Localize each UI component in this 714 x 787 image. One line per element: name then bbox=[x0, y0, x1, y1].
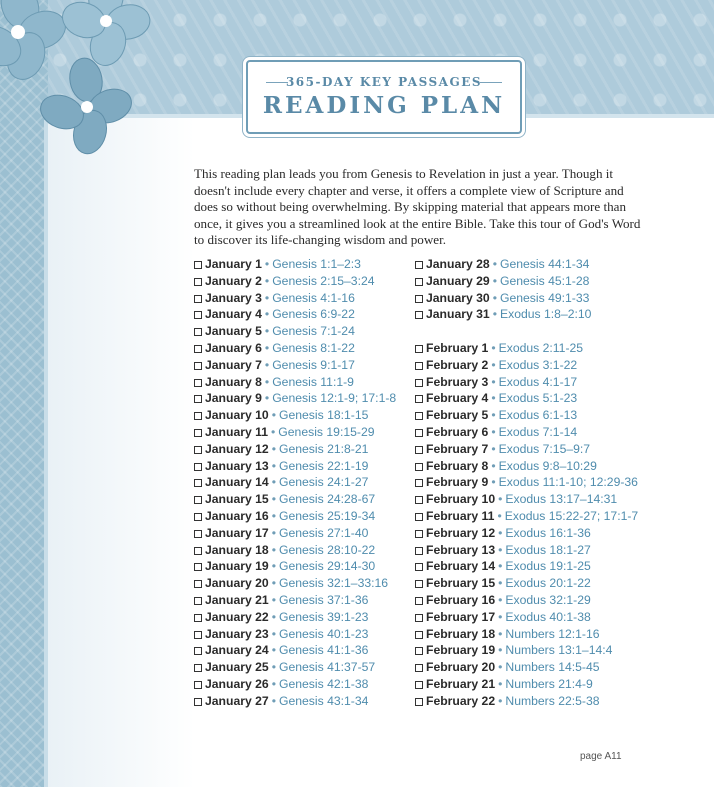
separator-dot: • bbox=[491, 458, 496, 473]
separator-dot: • bbox=[271, 525, 276, 540]
entry-passage: Genesis 2:15–3:24 bbox=[272, 273, 375, 288]
entry-passage: Numbers 12:1-16 bbox=[505, 626, 600, 641]
entry-passage: Exodus 15:22-27; 17:1-7 bbox=[504, 509, 639, 523]
separator-dot: • bbox=[498, 525, 503, 540]
entry-passage: Exodus 6:1-13 bbox=[498, 408, 578, 423]
checkbox[interactable] bbox=[415, 295, 423, 303]
entry-passage: Numbers 22:5-38 bbox=[505, 693, 600, 708]
checkbox[interactable] bbox=[415, 530, 423, 538]
entry-passage: Exodus 2:11-25 bbox=[498, 341, 584, 355]
separator-dot: • bbox=[498, 660, 503, 675]
reading-entry bbox=[194, 441, 368, 457]
checkbox[interactable] bbox=[415, 647, 423, 655]
separator-dot: • bbox=[264, 391, 270, 406]
checkbox[interactable] bbox=[415, 395, 423, 403]
checkbox[interactable] bbox=[415, 429, 423, 437]
checkbox[interactable] bbox=[194, 681, 202, 689]
entry-passage: Genesis 28:10-22 bbox=[278, 542, 376, 557]
entry-passage: Exodus 19:1-25 bbox=[505, 559, 591, 574]
entry-date: February 18 bbox=[426, 626, 496, 641]
reading-entry bbox=[415, 525, 591, 541]
entry-date: January 2 bbox=[205, 273, 262, 288]
entry-passage: Genesis 39:1-23 bbox=[278, 609, 369, 624]
checkbox[interactable] bbox=[194, 261, 202, 269]
checkbox[interactable] bbox=[194, 295, 202, 303]
checkbox[interactable] bbox=[415, 345, 423, 353]
entry-date: January 4 bbox=[205, 307, 262, 322]
entry-date: February 17 bbox=[426, 609, 496, 624]
entry-date: February 10 bbox=[426, 492, 496, 507]
entry-date: January 22 bbox=[205, 609, 269, 624]
entry-date: February 16 bbox=[426, 593, 496, 607]
entry-passage: Genesis 29:14-30 bbox=[278, 559, 376, 574]
separator-dot: • bbox=[492, 273, 497, 288]
entry-date: January 23 bbox=[205, 626, 269, 641]
separator-dot: • bbox=[491, 441, 496, 456]
separator-dot: • bbox=[498, 693, 503, 708]
checkbox[interactable] bbox=[415, 496, 423, 504]
entry-date: January 10 bbox=[205, 408, 269, 423]
checkbox[interactable] bbox=[415, 563, 423, 571]
entry-date: February 1 bbox=[426, 341, 489, 355]
checkbox[interactable] bbox=[194, 395, 202, 403]
entry-date: January 27 bbox=[205, 693, 269, 708]
entry-passage: Exodus 9:8–10:29 bbox=[498, 458, 597, 473]
entry-date: February 13 bbox=[426, 542, 496, 557]
entry-passage: Genesis 25:19-34 bbox=[278, 509, 376, 523]
reading-entry bbox=[415, 558, 591, 574]
separator-dot: • bbox=[498, 576, 503, 591]
separator-dot: • bbox=[498, 626, 503, 641]
checkbox[interactable] bbox=[415, 412, 423, 420]
entry-date: January 3 bbox=[205, 290, 262, 305]
reading-entry bbox=[194, 609, 368, 625]
reading-entry bbox=[415, 424, 577, 440]
flower-decoration bbox=[0, 0, 160, 163]
reading-entry bbox=[194, 558, 375, 574]
separator-dot: • bbox=[498, 492, 503, 507]
checkbox[interactable] bbox=[194, 614, 202, 622]
entry-date: January 11 bbox=[205, 425, 269, 439]
entry-passage: Genesis 22:1-19 bbox=[278, 458, 369, 473]
separator-dot: • bbox=[271, 408, 276, 423]
reading-entry bbox=[415, 609, 591, 625]
separator-dot: • bbox=[264, 307, 270, 322]
entry-date: January 7 bbox=[205, 357, 262, 372]
reading-entry bbox=[194, 424, 375, 440]
separator-dot: • bbox=[271, 425, 276, 439]
checkbox[interactable] bbox=[194, 479, 202, 487]
reading-entry bbox=[194, 256, 361, 272]
separator-dot: • bbox=[271, 441, 276, 456]
entry-date: January 17 bbox=[205, 525, 269, 540]
reading-entry bbox=[415, 390, 577, 406]
separator-dot: • bbox=[271, 593, 276, 607]
separator-dot: • bbox=[271, 492, 276, 507]
entry-passage: Genesis 40:1-23 bbox=[278, 626, 369, 641]
separator-dot: • bbox=[491, 475, 496, 490]
checkbox[interactable] bbox=[194, 580, 202, 588]
entry-date: February 19 bbox=[426, 643, 496, 658]
entry-date: February 8 bbox=[426, 458, 489, 473]
entry-passage: Exodus 20:1-22 bbox=[505, 576, 591, 591]
checkbox[interactable] bbox=[194, 647, 202, 655]
reading-entry bbox=[415, 441, 590, 457]
reading-entry bbox=[194, 542, 375, 558]
reading-entry bbox=[415, 642, 612, 658]
entry-passage: Genesis 1:1–2:3 bbox=[272, 257, 361, 271]
checkbox[interactable] bbox=[415, 513, 423, 521]
entry-date: February 11 bbox=[426, 509, 495, 523]
entry-passage: Genesis 44:1-34 bbox=[499, 257, 590, 271]
reading-entry bbox=[194, 508, 375, 524]
entry-passage: Exodus 4:1-17 bbox=[498, 374, 578, 389]
entry-date: January 20 bbox=[205, 576, 269, 591]
reading-entry bbox=[194, 323, 355, 339]
checkbox[interactable] bbox=[194, 530, 202, 538]
reading-entry bbox=[194, 357, 355, 373]
separator-dot: • bbox=[264, 374, 270, 389]
separator-dot: • bbox=[271, 693, 276, 708]
checkbox[interactable] bbox=[194, 278, 202, 286]
entry-date: January 25 bbox=[205, 660, 269, 675]
entry-passage: Genesis 12:1-9; 17:1-8 bbox=[272, 391, 397, 406]
entry-passage: Genesis 32:1–33:16 bbox=[278, 576, 389, 591]
intro-paragraph: This reading plan leads you from Genesis to Revelation in just a year. Though it doesn't include every chapter and verse, it offers a complete view of Scripture and does so without being overwhelming. By skipping material that appears more than once, it gives you a streamlined look at the entire Bible. Take this tour of God's Word to discover its life-changing wisdom and power. bbox=[194, 166, 641, 248]
entry-date: January 19 bbox=[205, 559, 269, 574]
reading-entry bbox=[415, 542, 591, 558]
separator-dot: • bbox=[271, 559, 276, 574]
entry-date: January 6 bbox=[205, 341, 262, 355]
checkbox[interactable] bbox=[194, 547, 202, 555]
reading-entry bbox=[194, 642, 368, 658]
reading-entry bbox=[194, 575, 388, 591]
entry-passage: Genesis 41:1-36 bbox=[278, 643, 369, 658]
checkbox[interactable] bbox=[415, 547, 423, 555]
reading-entry bbox=[415, 458, 597, 474]
separator-dot: • bbox=[264, 290, 270, 305]
reading-entry bbox=[194, 592, 368, 608]
entry-passage: Genesis 6:9-22 bbox=[272, 307, 355, 322]
separator-dot: • bbox=[491, 374, 496, 389]
entry-date: January 18 bbox=[205, 542, 269, 557]
left-border-edge bbox=[44, 120, 48, 787]
entry-passage: Exodus 13:17–14:31 bbox=[505, 492, 618, 507]
separator-dot: • bbox=[264, 357, 270, 372]
reading-entry bbox=[194, 290, 355, 306]
checkbox[interactable] bbox=[415, 278, 423, 286]
checkbox[interactable] bbox=[194, 463, 202, 471]
entry-passage: Genesis 49:1-33 bbox=[499, 290, 590, 305]
reading-entry bbox=[415, 407, 577, 423]
checkbox[interactable] bbox=[194, 631, 202, 639]
reading-entry bbox=[415, 290, 589, 306]
checkbox[interactable] bbox=[415, 261, 423, 269]
separator-dot: • bbox=[271, 643, 276, 658]
reading-entry bbox=[415, 374, 577, 390]
separator-dot: • bbox=[492, 307, 497, 322]
separator-dot: • bbox=[491, 425, 496, 439]
checkbox[interactable] bbox=[194, 345, 202, 353]
entry-date: January 9 bbox=[205, 391, 262, 406]
entry-passage: Genesis 11:1-9 bbox=[272, 374, 354, 389]
entry-passage: Exodus 32:1-29 bbox=[505, 593, 591, 607]
separator-dot: • bbox=[271, 542, 276, 557]
checkbox[interactable] bbox=[194, 664, 202, 672]
separator-dot: • bbox=[498, 643, 503, 658]
page-subtitle: 365-DAY KEY PASSAGES bbox=[285, 75, 483, 89]
reading-entry bbox=[194, 407, 368, 423]
entry-date: January 31 bbox=[426, 307, 490, 322]
entry-date: February 5 bbox=[426, 408, 489, 423]
checkbox[interactable] bbox=[415, 597, 423, 605]
entry-passage: Numbers 14:5-45 bbox=[505, 660, 600, 675]
page-number: page A11 bbox=[580, 751, 622, 762]
checkbox[interactable] bbox=[415, 463, 423, 471]
entry-date: January 30 bbox=[426, 290, 490, 305]
separator-dot: • bbox=[271, 626, 276, 641]
checkbox[interactable] bbox=[194, 412, 202, 420]
reading-entry bbox=[415, 575, 591, 591]
reading-entry bbox=[194, 626, 368, 642]
checkbox[interactable] bbox=[194, 698, 202, 706]
separator-dot: • bbox=[271, 609, 276, 624]
entry-passage: Genesis 43:1-34 bbox=[278, 693, 369, 708]
reading-entry bbox=[415, 626, 600, 642]
separator-dot: • bbox=[271, 509, 276, 523]
separator-dot: • bbox=[491, 408, 496, 423]
checkbox[interactable] bbox=[194, 496, 202, 504]
entry-passage: Exodus 11:1-10; 12:29-36 bbox=[498, 475, 638, 490]
checkbox[interactable] bbox=[415, 311, 423, 319]
entry-date: February 6 bbox=[426, 425, 489, 439]
entry-passage: Genesis 7:1-24 bbox=[272, 324, 355, 339]
separator-dot: • bbox=[491, 391, 496, 406]
checkbox[interactable] bbox=[415, 479, 423, 487]
separator-dot: • bbox=[271, 677, 276, 691]
reading-entry bbox=[194, 390, 396, 406]
reading-entry bbox=[194, 676, 368, 692]
reading-entry bbox=[415, 659, 600, 675]
reading-entry bbox=[194, 306, 355, 322]
entry-date: January 29 bbox=[426, 273, 490, 288]
checkbox[interactable] bbox=[194, 446, 202, 454]
entry-passage: Exodus 16:1-36 bbox=[505, 525, 591, 540]
entry-passage: Genesis 8:1-22 bbox=[272, 341, 355, 355]
reading-entry bbox=[415, 676, 593, 692]
entry-passage: Genesis 45:1-28 bbox=[499, 273, 590, 288]
reading-entry bbox=[194, 273, 375, 289]
checkbox[interactable] bbox=[194, 429, 202, 437]
reading-entry bbox=[194, 458, 368, 474]
entry-passage: Exodus 1:8–2:10 bbox=[499, 307, 592, 322]
entry-date: January 15 bbox=[205, 492, 269, 507]
entry-passage: Genesis 4:1-16 bbox=[272, 290, 355, 305]
reading-entry bbox=[415, 273, 589, 289]
reading-entry bbox=[415, 491, 617, 507]
entry-passage: Genesis 24:1-27 bbox=[278, 475, 369, 490]
separator-dot: • bbox=[498, 593, 503, 607]
reading-entry bbox=[415, 693, 600, 709]
entry-date: February 3 bbox=[426, 374, 489, 389]
entry-passage: Exodus 3:1-22 bbox=[498, 357, 578, 372]
entry-date: February 14 bbox=[426, 559, 496, 574]
separator-dot: • bbox=[497, 509, 502, 523]
reading-entry bbox=[415, 256, 589, 272]
checkbox[interactable] bbox=[194, 513, 202, 521]
reading-entry bbox=[194, 340, 355, 356]
reading-entry bbox=[415, 340, 583, 356]
title-plaque bbox=[246, 60, 522, 134]
entry-date: February 21 bbox=[426, 677, 496, 691]
entry-date: January 16 bbox=[205, 509, 269, 523]
separator-dot: • bbox=[271, 576, 276, 591]
entry-date: January 21 bbox=[205, 593, 269, 607]
entry-date: January 28 bbox=[426, 257, 490, 271]
checkbox[interactable] bbox=[194, 362, 202, 370]
entry-date: February 4 bbox=[426, 391, 489, 406]
entry-date: January 13 bbox=[205, 458, 269, 473]
entry-passage: Exodus 7:1-14 bbox=[498, 425, 578, 439]
separator-dot: • bbox=[264, 324, 270, 339]
checkbox[interactable] bbox=[415, 362, 423, 370]
checkbox[interactable] bbox=[194, 563, 202, 571]
entry-passage: Exodus 5:1-23 bbox=[498, 391, 578, 406]
entry-date: January 12 bbox=[205, 441, 269, 456]
separator-dot: • bbox=[264, 273, 270, 288]
separator-dot: • bbox=[492, 290, 497, 305]
entry-passage: Numbers 13:1–14:4 bbox=[505, 643, 613, 658]
entry-passage: Genesis 21:8-21 bbox=[278, 441, 369, 456]
entry-date: January 24 bbox=[205, 643, 269, 658]
reading-entry bbox=[194, 474, 368, 490]
entry-passage: Exodus 40:1-38 bbox=[505, 609, 591, 624]
reading-entry bbox=[415, 474, 638, 490]
checkbox[interactable] bbox=[194, 328, 202, 336]
checkbox[interactable] bbox=[415, 681, 423, 689]
entry-date: February 20 bbox=[426, 660, 496, 675]
page-title: READING PLAN bbox=[262, 92, 506, 119]
checkbox[interactable] bbox=[194, 597, 202, 605]
separator-dot: • bbox=[271, 475, 276, 490]
reading-entry bbox=[415, 357, 577, 373]
entry-date: January 26 bbox=[205, 677, 269, 691]
separator-dot: • bbox=[492, 257, 497, 271]
reading-entry bbox=[194, 491, 375, 507]
checkbox[interactable] bbox=[415, 379, 423, 387]
entry-passage: Genesis 37:1-36 bbox=[278, 593, 369, 607]
entry-date: January 14 bbox=[205, 475, 269, 490]
reading-entry bbox=[194, 659, 375, 675]
entry-passage: Genesis 41:37-57 bbox=[278, 660, 376, 675]
checkbox[interactable] bbox=[415, 446, 423, 454]
entry-date: February 15 bbox=[426, 576, 496, 591]
reading-entry bbox=[415, 306, 591, 322]
entry-passage: Exodus 7:15–9:7 bbox=[498, 441, 591, 456]
entry-passage: Genesis 9:1-17 bbox=[272, 357, 355, 372]
entry-date: February 7 bbox=[426, 441, 489, 456]
reading-entry bbox=[415, 508, 638, 524]
separator-dot: • bbox=[498, 677, 503, 691]
checkbox[interactable] bbox=[194, 379, 202, 387]
entry-passage: Genesis 19:15-29 bbox=[278, 425, 375, 439]
entry-passage: Genesis 42:1-38 bbox=[278, 677, 369, 691]
separator-dot: • bbox=[271, 458, 276, 473]
entry-date: February 2 bbox=[426, 357, 489, 372]
reading-entry bbox=[415, 592, 591, 608]
checkbox[interactable] bbox=[415, 631, 423, 639]
separator-dot: • bbox=[498, 559, 503, 574]
separator-dot: • bbox=[271, 660, 276, 675]
entry-passage: Numbers 21:4-9 bbox=[505, 677, 593, 691]
separator-dot: • bbox=[264, 341, 270, 355]
entry-passage: Genesis 27:1-40 bbox=[278, 525, 369, 540]
entry-date: February 22 bbox=[426, 693, 496, 708]
entry-passage: Genesis 24:28-67 bbox=[278, 492, 376, 507]
entry-passage: Exodus 18:1-27 bbox=[505, 542, 591, 557]
separator-dot: • bbox=[264, 257, 270, 271]
reading-entry bbox=[194, 374, 354, 390]
entry-date: January 1 bbox=[205, 257, 262, 271]
entry-passage: Genesis 18:1-15 bbox=[278, 408, 369, 423]
entry-date: January 8 bbox=[205, 374, 262, 389]
checkbox[interactable] bbox=[415, 580, 423, 588]
checkbox[interactable] bbox=[415, 698, 423, 706]
checkbox[interactable] bbox=[415, 614, 423, 622]
reading-entry bbox=[194, 693, 368, 709]
separator-dot: • bbox=[498, 542, 503, 557]
checkbox[interactable] bbox=[194, 311, 202, 319]
reading-entry bbox=[194, 525, 368, 541]
separator-dot: • bbox=[498, 609, 503, 624]
checkbox[interactable] bbox=[415, 664, 423, 672]
separator-dot: • bbox=[491, 341, 496, 355]
separator-dot: • bbox=[491, 357, 496, 372]
entry-date: February 12 bbox=[426, 525, 496, 540]
entry-date: February 9 bbox=[426, 475, 489, 490]
entry-date: January 5 bbox=[205, 324, 262, 339]
